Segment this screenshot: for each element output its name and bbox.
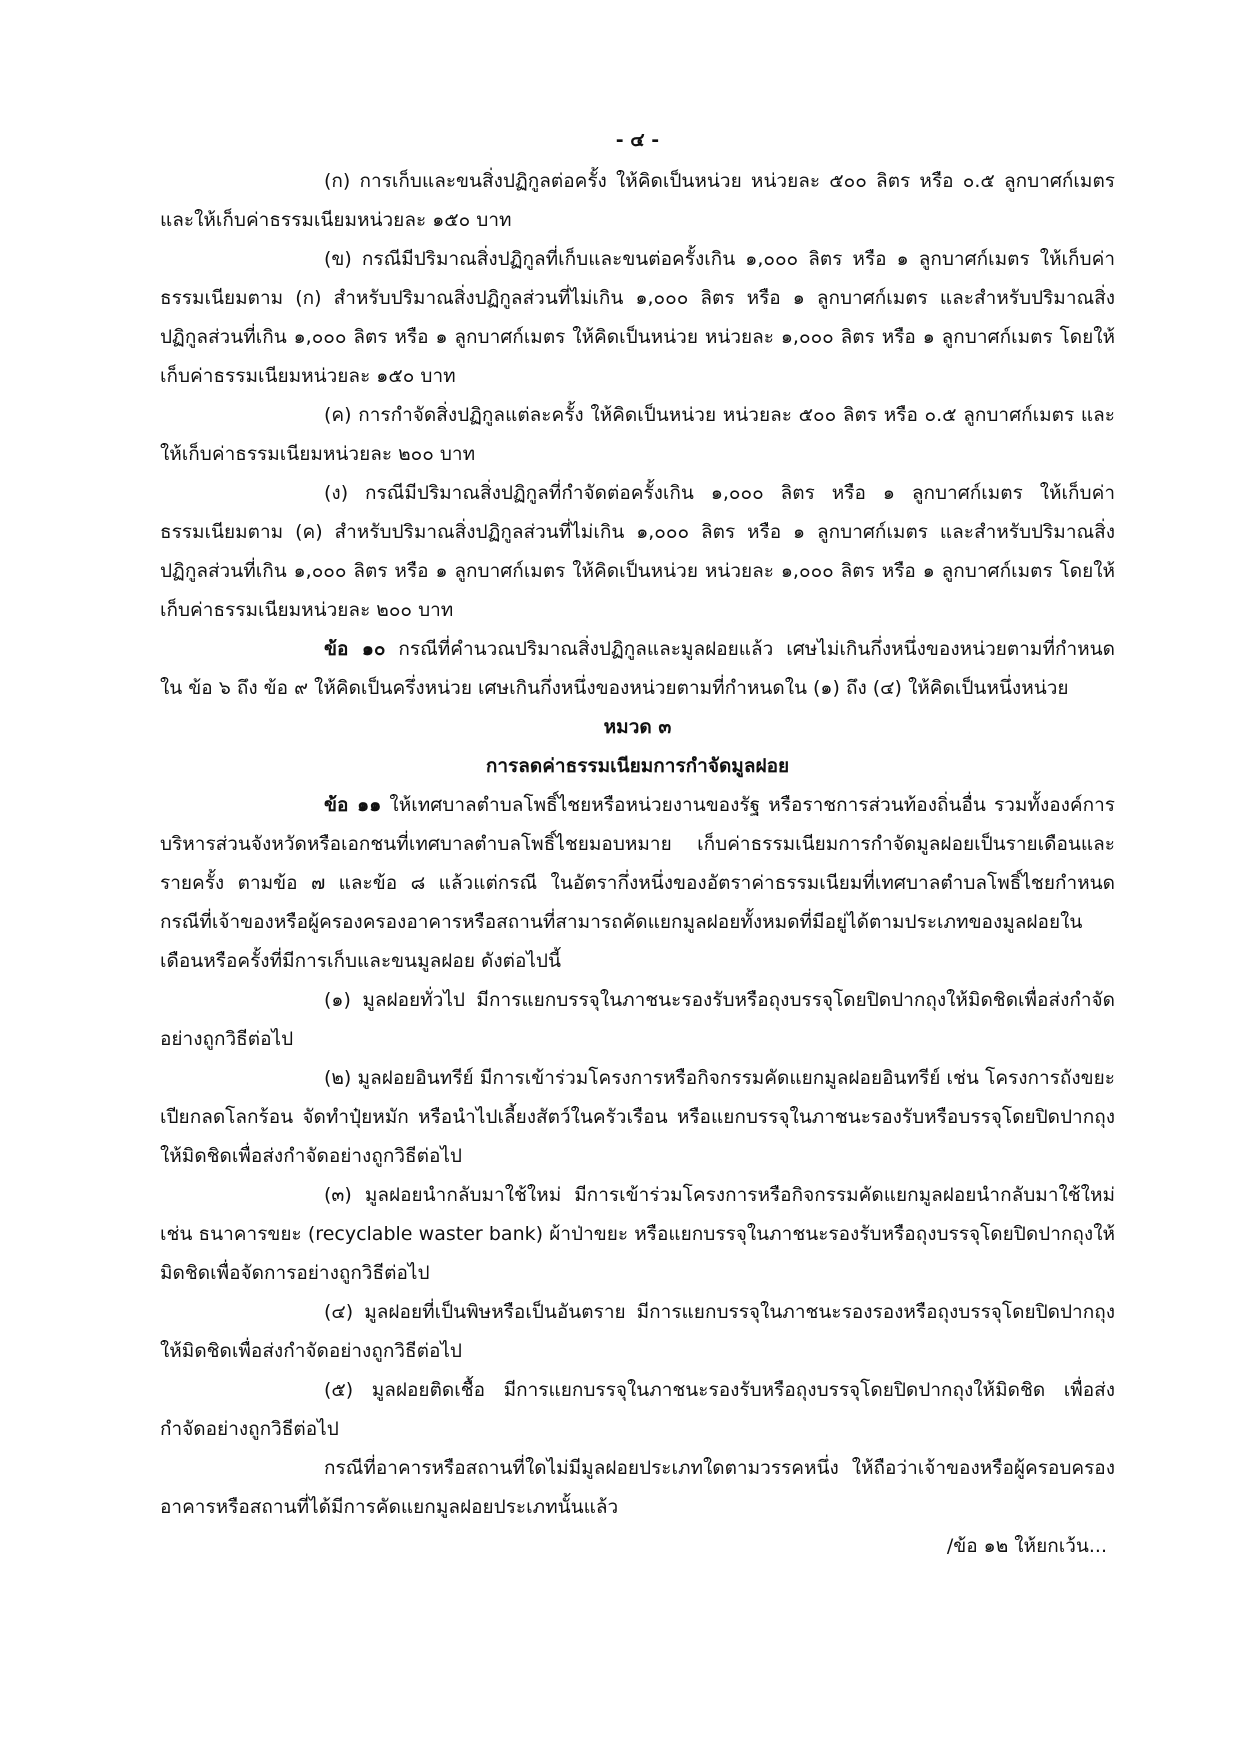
paragraph-kho-2: (ค) การกำจัดสิ่งปฏิกูลแต่ละครั้ง ให้คิดเป็นหน่วย หน่วยละ ๕๐๐ ลิตร หรือ ๐.๕ ลูกบาศก์เมตร และให้เก็บค่าธรรมเนียมหน่วยละ ๒๐๐ บาท xyxy=(160,404,1115,465)
clause-10 xyxy=(160,630,1115,708)
paragraph-ngo: (ง) กรณีมีปริมาณสิ่งปฏิกูลที่กำจัดต่อครั้งเกิน ๑,๐๐๐ ลิตร หรือ ๑ ลูกบาศก์เมตร ให้เก็บค่าธรรมเนียมตาม (ค) สำหรับปริมาณสิ่งปฏิกูลส่วนที่ไม่เกิน ๑,๐๐๐ ลิตร หรือ ๑ ลูกบาศก์เมตร และสำหรับปริมาณสิ่งปฏิกูลส่วนที่เกิน ๑,๐๐๐ ลิตร หรือ ๑ ลูกบาศก์เมตร ให้คิดเป็นหน่วย หน่วยละ ๑,๐๐๐ ลิตร หรือ ๑ ลูกบาศก์เมตร โดยให้เก็บค่าธรรมเนียมหน่วยละ ๒๐๐ บาท xyxy=(160,482,1115,621)
clause-10-label: ข้อ ๑๐ xyxy=(324,638,386,660)
item-organic-waste: (๒) มูลฝอยอินทรีย์ มีการเข้าร่วมโครงการหรือกิจกรรมคัดแยกมูลฝอยอินทรีย์ เช่น โครงการถังขยะเปียกลดโลกร้อน จัดทำปุ๋ยหมัก หรือนำไปเลี้ยงสัตว์ในครัวเรือน หรือแยกบรรจุในภาชนะรองรับหรือบรรจุโดยปิดปากถุงให้มิดชิดเพื่อส่งกำจัดอย่างถูกวิธีต่อไป xyxy=(160,1067,1115,1167)
clause-11-text: ให้เทศบาลตำบลโพธิ์ไชยหรือหน่วยงานของรัฐ หรือราชการส่วนท้องถิ่นอื่น รวมทั้งองค์การบริหารส่วนจังหวัดหรือเอกชนที่เทศบาลตำบลโพธิ์ไชยมอบหมาย เก็บค่าธรรมเนียมการกำจัดมูลฝอยเป็นรายเดือนและรายครั้ง ตามข้อ ๗ และข้อ ๘ แล้วแต่กรณี ในอัตรากึ่งหนึ่งของอัตราค่าธรรมเนียมที่เทศบาลตำบลโพธิ์ไชยกำหนด กรณีที่เจ้าของหรือผู้ครองครองอาคารหรือสถานที่สามารถคัดแยกมูลฝอยทั้งหมดที่มีอยู่ได้ตามประเภทของมูลฝอยในเดือนหรือครั้งที่มีการเก็บและขนมูลฝอย ดังต่อไปนี้ xyxy=(160,794,1116,972)
clause-11 xyxy=(160,786,1115,981)
chapter-title: การลดค่าธรรมเนียมการกำจัดมูลฝอย xyxy=(485,755,790,777)
paragraph-no-waste-case: กรณีที่อาคารหรือสถานที่ใดไม่มีมูลฝอยประเภทใดตามวรรคหนึ่ง ให้ถือว่าเจ้าของหรือผู้ครอบครองอาคารหรือสถานที่ได้มีการคัดแยกมูลฝอยประเภทนั้นแล้ว xyxy=(160,1457,1115,1518)
item-recyclable-waste: (๓) มูลฝอยนำกลับมาใช้ใหม่ มีการเข้าร่วมโครงการหรือกิจกรรมคัดแยกมูลฝอยนำกลับมาใช้ใหม่ เช่น ธนาคารขยะ (recyclable waster bank) ผ้าป่าขยะ หรือแยกบรรจุในภาชนะรองรับหรือถุงบรรจุโดยปิดปากถุงให้มิดชิดเพื่อจัดการอย่างถูกวิธีต่อไป xyxy=(160,1184,1115,1284)
document-page xyxy=(160,118,1115,1566)
item-general-waste: (๑) มูลฝอยทั่วไป มีการแยกบรรจุในภาชนะรองรับหรือถุงบรรจุโดยปิดปากถุงให้มิดชิดเพื่อส่งกำจัดอย่างถูกวิธีต่อไป xyxy=(160,989,1115,1050)
item-infectious-waste: (๕) มูลฝอยติดเชื้อ มีการแยกบรรจุในภาชนะรองรับหรือถุงบรรจุโดยปิดปากถุงให้มิดชิด เพื่อส่งกำจัดอย่างถูกวิธีต่อไป xyxy=(160,1379,1115,1440)
continuation-note: /ข้อ ๑๒ ให้ยกเว้น... xyxy=(946,1535,1107,1557)
chapter-number: หมวด ๓ xyxy=(603,716,672,738)
page-number: - ๔ - xyxy=(615,129,660,151)
clause-11-label: ข้อ ๑๑ xyxy=(324,794,382,816)
paragraph-kho: (ข) กรณีมีปริมาณสิ่งปฏิกูลที่เก็บและขนต่อครั้งเกิน ๑,๐๐๐ ลิตร หรือ ๑ ลูกบาศก์เมตร ให้เก็บค่าธรรมเนียมตาม (ก) สำหรับปริมาณสิ่งปฏิกูลส่วนที่ไม่เกิน ๑,๐๐๐ ลิตร หรือ ๑ ลูกบาศก์เมตร และสำหรับปริมาณสิ่งปฏิกูลส่วนที่เกิน ๑,๐๐๐ ลิตร หรือ ๑ ลูกบาศก์เมตร ให้คิดเป็นหน่วย หน่วยละ ๑,๐๐๐ ลิตร หรือ ๑ ลูกบาศก์เมตร โดยให้เก็บค่าธรรมเนียมหน่วยละ ๑๕๐ บาท xyxy=(160,248,1115,387)
paragraph-ko: (ก) การเก็บและขนสิ่งปฏิกูลต่อครั้ง ให้คิดเป็นหน่วย หน่วยละ ๕๐๐ ลิตร หรือ ๐.๕ ลูกบาศก์เมตร และให้เก็บค่าธรรมเนียมหน่วยละ ๑๕๐ บาท xyxy=(160,170,1115,231)
item-hazardous-waste: (๔) มูลฝอยที่เป็นพิษหรือเป็นอันตราย มีการแยกบรรจุในภาชนะรองรองหรือถุงบรรจุโดยปิดปากถุงให้มิดชิดเพื่อส่งกำจัดอย่างถูกวิธีต่อไป xyxy=(160,1301,1115,1362)
clause-10-text: กรณีที่คำนวณปริมาณสิ่งปฏิกูลและมูลฝอยแล้ว เศษไม่เกินกึ่งหนึ่งของหน่วยตามที่กำหนดใน ข้อ ๖ ถึง ข้อ ๙ ให้คิดเป็นครึ่งหน่วย เศษเกินกึ่งหนึ่งของหน่วยตามที่กำหนดใน (๑) ถึง (๔) ให้คิดเป็นหนึ่งหน่วย xyxy=(160,638,1116,699)
